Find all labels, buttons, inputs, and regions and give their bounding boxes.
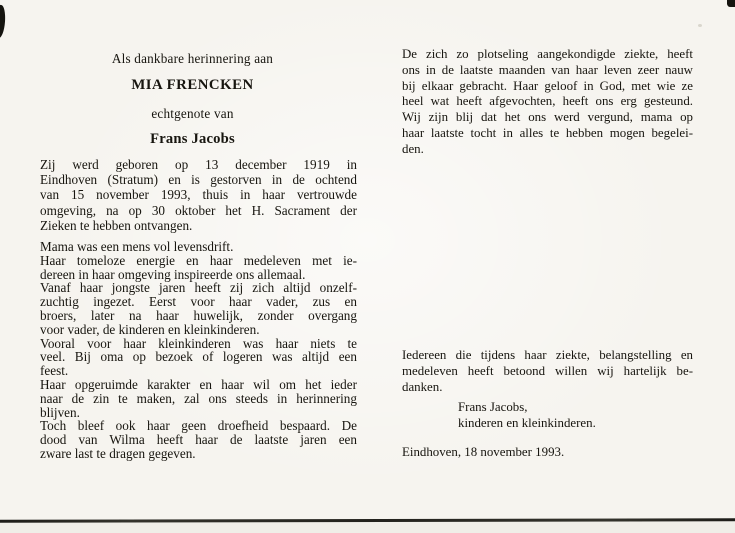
- relation-line: echtgenote van: [151, 106, 234, 121]
- life-paragraph: [40, 337, 357, 378]
- scan-speck: [698, 24, 702, 27]
- scan-corner-mark-top-right: [727, 0, 735, 7]
- text-line: broers, later na haar huwelijk, zonder overgang: [40, 307, 357, 323]
- thanks-paragraph: [402, 348, 693, 395]
- text-line: Haar tomeloze energie en haar medeleven met ie-: [40, 252, 357, 268]
- spouse-name: Frans Jacobs: [150, 131, 235, 147]
- text-line: blijven.: [40, 404, 80, 420]
- life-paragraph: [40, 240, 357, 254]
- text-line: Zieken te hebben ontvangen.: [40, 217, 193, 233]
- text-line: naar de zin te maken, zal ons steeds in herinnering: [40, 390, 357, 406]
- deceased-name: MIA FRENCKEN: [131, 77, 254, 93]
- text-line: dereen in haar omgeving inspireerde ons allemaal.: [40, 266, 306, 282]
- text-line: Iedereen die tijdens haar ziekte, belangstelling en: [402, 348, 693, 362]
- text-line: voor vader, de kinderen en kleinkinderen.: [40, 321, 260, 337]
- text-line: ons in de laatste maanden van haar leven zeer nauw: [402, 62, 693, 77]
- text-line: De zich zo plotseling aangekondigde ziekte, heeft: [402, 47, 693, 61]
- place-date-line: Eindhoven, 18 november 1993.: [402, 445, 565, 459]
- text-line: van 15 november 1993, thuis in haar vertrouwde: [40, 187, 357, 203]
- scan-bottom-strip: [0, 522, 735, 533]
- text-line: heel wat heeft afgevochten, heeft ons erg gesteund.: [402, 94, 693, 109]
- text-line: Toch bleef ook haar geen droefheid bespaard. De: [40, 418, 357, 434]
- intro-line: Als dankbare herinnering aan: [111, 51, 274, 66]
- text-line: Vanaf haar jongste jaren heeft zij zich altijd onzelf-: [40, 280, 357, 296]
- life-paragraph: [40, 378, 357, 419]
- text-line: Vooral voor haar kleinkinderen was haar niets te: [40, 335, 357, 351]
- text-line: Eindhoven (Stratum) en is gestorven in de ochtend: [40, 172, 357, 188]
- text-line: feest.: [40, 363, 69, 379]
- text-line: veel. Bij oma op bezoek of logeren was altijd een: [40, 349, 357, 365]
- text-line: medeleven heeft betoond willen wij hartelijk be-: [402, 363, 693, 378]
- life-paragraph: [40, 419, 357, 460]
- life-paragraph: [40, 254, 357, 282]
- text-line: haar laatste tocht in alles te hebben mogen begelei-: [402, 125, 693, 140]
- text-line: Haar opgeruimde karakter en haar wil om het ieder: [40, 376, 357, 392]
- text-line: danken.: [402, 379, 443, 394]
- text-line: Wij zijn blij dat het ons werd vergund, mama op: [402, 110, 693, 125]
- text-line: Frans Jacobs,: [458, 400, 528, 414]
- life-story-paragraphs: [40, 240, 357, 461]
- signature-block: [458, 400, 693, 431]
- birth-death-paragraph: [40, 157, 357, 233]
- text-line: kinderen en kleinkinderen.: [458, 415, 596, 430]
- scan-corner-mark-top-left: [0, 5, 6, 38]
- text-line: Zij werd geboren op 13 december 1919 in: [40, 157, 357, 172]
- life-paragraph: [40, 281, 357, 336]
- text-line: dood van Wilma heeft haar de laatste jaren een: [40, 432, 357, 448]
- text-line: Mama was een mens vol levensdrift.: [40, 239, 234, 254]
- text-line: zuchtig ingezet. Eerst voor haar vader, zus en: [40, 294, 357, 310]
- text-line: zware last te dragen gegeven.: [40, 445, 196, 461]
- illness-paragraph: [402, 47, 693, 158]
- text-line: den.: [402, 141, 424, 156]
- text-line: omgeving, na op 30 oktober het H. Sacrament der: [40, 202, 357, 218]
- text-line: bij elkaar gebracht. Haar geloof in God, met wie ze: [402, 78, 693, 93]
